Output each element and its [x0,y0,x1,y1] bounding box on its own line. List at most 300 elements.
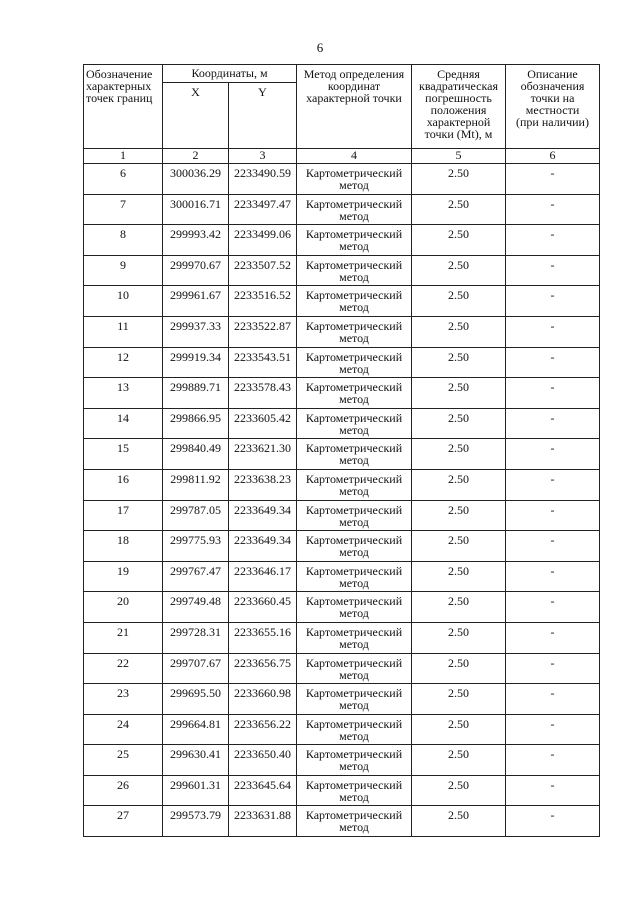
x-coordinate-cell-text: 299970.67 [170,257,221,272]
mean-error-cell-text: 2.50 [448,166,469,180]
description-cell-text: - [550,655,555,670]
table-row [84,684,600,715]
column-number: 4 [297,149,412,164]
x-coordinate-cell [163,194,229,225]
description-cell-text: - [550,624,555,639]
mean-error-cell-text: 2.50 [448,533,469,548]
x-coordinate-cell-text: 299787.05 [170,502,221,517]
table-row [84,378,600,409]
y-coordinate-cell [229,347,297,378]
y-coordinate-cell [229,225,297,256]
point-number-cell-text: 17 [117,502,129,517]
description-cell [506,439,600,470]
method-cell-text: Картометрический метод [305,563,403,590]
point-number-cell [84,592,163,623]
x-coordinate-cell-text: 299707.67 [170,655,221,670]
description-cell-text: - [550,716,555,731]
point-number-cell [84,714,163,745]
table-row [84,439,600,470]
description-cell [506,653,600,684]
mean-error-cell [412,378,506,409]
method-cell-text: Картометрический метод [305,747,403,774]
method-cell-text: Картометрический метод [305,808,403,835]
point-number-cell [84,194,163,225]
method-cell-text: Картометрический метод [305,471,403,498]
description-cell-text: - [550,502,555,517]
column-number: 2 [163,149,229,164]
method-cell-text: Картометрический метод [305,257,403,284]
mean-error-cell-text: 2.50 [448,471,469,486]
x-coordinate-cell-text: 299889.71 [170,380,221,395]
description-cell-text: - [550,747,555,762]
point-number-cell-text: 20 [117,594,129,609]
mean-error-cell [412,561,506,592]
method-cell [297,194,412,225]
x-coordinate-cell [163,561,229,592]
mean-error-cell [412,347,506,378]
y-coordinate-cell [229,500,297,531]
method-cell-text: Картометрический метод [305,380,403,407]
table-row [84,714,600,745]
mean-error-cell-text: 2.50 [448,196,469,211]
x-coordinate-cell [163,714,229,745]
x-coordinate-cell [163,745,229,776]
method-cell [297,653,412,684]
point-number-cell [84,500,163,531]
header-method: Метод определения координат характерной точки [297,65,412,149]
y-coordinate-cell-text: 2233645.64 [234,777,291,792]
method-cell [297,806,412,837]
y-coordinate-cell-text: 2233650.40 [234,747,291,762]
point-number-cell [84,164,163,195]
method-cell [297,378,412,409]
method-cell-text: Картометрический метод [305,655,403,682]
point-number-cell-text: 13 [117,380,129,395]
x-coordinate-cell [163,806,229,837]
mean-error-cell [412,500,506,531]
point-number-cell-text: 18 [117,533,129,548]
x-coordinate-cell [163,439,229,470]
point-number-cell [84,469,163,500]
description-cell [506,775,600,806]
y-coordinate-cell [229,439,297,470]
y-coordinate-cell-text: 2233621.30 [234,441,291,456]
y-coordinate-cell-text: 2233522.87 [234,318,291,333]
point-number-cell-text: 7 [120,196,126,211]
point-number-cell [84,531,163,562]
table-row [84,745,600,776]
y-coordinate-cell [229,806,297,837]
point-number-cell-text: 27 [117,808,129,823]
description-cell [506,592,600,623]
y-coordinate-cell [229,684,297,715]
column-number: 5 [412,149,506,164]
description-cell-text: - [550,196,555,211]
x-coordinate-cell [163,592,229,623]
description-cell-text: - [550,166,555,180]
point-number-cell-text: 24 [117,716,129,731]
description-cell-text: - [550,410,555,425]
description-cell [506,164,600,195]
y-coordinate-cell-text: 2233649.34 [234,502,291,517]
x-coordinate-cell-text: 299937.33 [170,318,221,333]
x-coordinate-cell [163,347,229,378]
y-coordinate-cell [229,561,297,592]
y-coordinate-cell-text: 2233656.75 [234,655,291,670]
y-coordinate-cell [229,194,297,225]
point-number-cell-text: 25 [117,747,129,762]
description-cell-text: - [550,533,555,548]
x-coordinate-cell [163,500,229,531]
header-y: Y [229,83,297,149]
table-row [84,561,600,592]
method-cell [297,316,412,347]
mean-error-cell [412,255,506,286]
table-row [84,225,600,256]
point-number-cell-text: 11 [117,318,129,333]
y-coordinate-cell-text: 2233507.52 [234,257,291,272]
y-coordinate-cell [229,653,297,684]
description-cell [506,714,600,745]
description-cell [506,286,600,317]
method-cell-text: Картометрический метод [305,502,403,529]
mean-error-cell-text: 2.50 [448,563,469,578]
point-number-cell [84,378,163,409]
description-cell [506,378,600,409]
point-number-cell-text: 21 [117,624,129,639]
y-coordinate-cell [229,316,297,347]
mean-error-cell-text: 2.50 [448,349,469,364]
description-cell [506,531,600,562]
header-description: Описание обозначения точки на местности (при наличии) [506,65,600,149]
y-coordinate-cell [229,164,297,195]
point-number-cell-text: 10 [117,288,129,303]
method-cell-text: Картометрический метод [305,318,403,345]
method-cell [297,286,412,317]
y-coordinate-cell-text: 2233605.42 [234,410,291,425]
description-cell-text: - [550,288,555,303]
y-coordinate-cell [229,745,297,776]
description-cell [506,255,600,286]
point-number-cell [84,684,163,715]
mean-error-cell [412,775,506,806]
table-row [84,347,600,378]
description-cell [506,500,600,531]
description-cell-text: - [550,318,555,333]
point-number-cell [84,255,163,286]
y-coordinate-cell-text: 2233497.47 [234,196,291,211]
mean-error-cell [412,745,506,776]
point-number-cell-text: 15 [117,441,129,456]
method-cell [297,714,412,745]
point-number-cell-text: 9 [120,257,126,272]
mean-error-cell [412,653,506,684]
y-coordinate-cell-text: 2233631.88 [234,808,291,823]
method-cell-text: Картометрический метод [305,349,403,376]
mean-error-cell-text: 2.50 [448,502,469,517]
mean-error-cell-text: 2.50 [448,716,469,731]
header-coordinates: Координаты, м [163,65,297,83]
mean-error-cell-text: 2.50 [448,257,469,272]
table-row [84,622,600,653]
description-cell-text: - [550,349,555,364]
mean-error-cell [412,469,506,500]
x-coordinate-cell-text: 299840.49 [170,441,221,456]
x-coordinate-cell [163,531,229,562]
point-number-cell [84,622,163,653]
description-cell [506,225,600,256]
mean-error-cell [412,408,506,439]
x-coordinate-cell [163,225,229,256]
table-row [84,286,600,317]
y-coordinate-cell-text: 2233646.17 [234,563,291,578]
point-number-cell [84,286,163,317]
point-number-cell [84,439,163,470]
y-coordinate-cell [229,622,297,653]
point-number-cell [84,745,163,776]
point-number-cell-text: 14 [117,410,129,425]
method-cell-text: Картометрический метод [305,441,403,468]
method-cell [297,408,412,439]
description-cell [506,408,600,439]
mean-error-cell-text: 2.50 [448,624,469,639]
y-coordinate-cell [229,592,297,623]
method-cell-text: Картометрический метод [305,686,403,713]
point-number-cell-text: 23 [117,686,129,701]
mean-error-cell [412,194,506,225]
point-number-cell [84,561,163,592]
description-cell-text: - [550,471,555,486]
x-coordinate-cell [163,775,229,806]
mean-error-cell-text: 2.50 [448,288,469,303]
y-coordinate-cell-text: 2233656.22 [234,716,291,731]
header-point-designation: Обозначение характерных точек границ [84,65,163,149]
table-row [84,500,600,531]
point-number-cell-text: 12 [117,349,129,364]
method-cell-text: Картометрический метод [305,410,403,437]
table-row [84,255,600,286]
point-number-cell [84,347,163,378]
header-x: X [163,83,229,149]
description-cell [506,622,600,653]
description-cell-text: - [550,563,555,578]
x-coordinate-cell-text: 299573.79 [170,808,221,823]
y-coordinate-cell [229,714,297,745]
x-coordinate-cell-text: 300036.29 [170,166,221,180]
x-coordinate-cell [163,622,229,653]
y-coordinate-cell-text: 2233660.45 [234,594,291,609]
description-cell-text: - [550,257,555,272]
mean-error-cell [412,531,506,562]
column-number: 3 [229,149,297,164]
point-number-cell-text: 16 [117,471,129,486]
mean-error-cell-text: 2.50 [448,380,469,395]
y-coordinate-cell [229,775,297,806]
mean-error-cell [412,286,506,317]
mean-error-cell [412,225,506,256]
method-cell-text: Картометрический метод [305,777,403,804]
table-body [84,164,600,837]
point-number-cell [84,653,163,684]
mean-error-cell-text: 2.50 [448,410,469,425]
method-cell [297,255,412,286]
mean-error-cell [412,622,506,653]
point-number-cell-text: 22 [117,655,129,670]
y-coordinate-cell [229,255,297,286]
y-coordinate-cell-text: 2233655.16 [234,624,291,639]
method-cell [297,775,412,806]
table-row [84,194,600,225]
table-row [84,408,600,439]
table-row [84,531,600,562]
y-coordinate-cell [229,469,297,500]
x-coordinate-cell-text: 299961.67 [170,288,221,303]
table-row [84,806,600,837]
method-cell [297,164,412,195]
method-cell [297,592,412,623]
description-cell-text: - [550,686,555,701]
y-coordinate-cell-text: 2233638.23 [234,471,291,486]
y-coordinate-cell-text: 2233543.51 [234,349,291,364]
method-cell [297,531,412,562]
table-header [84,65,600,164]
x-coordinate-cell [163,378,229,409]
method-cell [297,745,412,776]
point-number-cell-text: 19 [117,563,129,578]
description-cell-text: - [550,594,555,609]
method-cell-text: Картометрический метод [305,716,403,743]
description-cell [506,316,600,347]
table-row [84,164,600,195]
x-coordinate-cell [163,255,229,286]
description-cell-text: - [550,808,555,823]
x-coordinate-cell [163,316,229,347]
x-coordinate-cell-text: 300016.71 [170,196,221,211]
x-coordinate-cell-text: 299993.42 [170,227,221,242]
x-coordinate-cell-text: 299866.95 [170,410,221,425]
point-number-cell [84,775,163,806]
x-coordinate-cell [163,684,229,715]
y-coordinate-cell [229,286,297,317]
description-cell [506,806,600,837]
column-number: 1 [84,149,163,164]
method-cell [297,469,412,500]
method-cell [297,561,412,592]
mean-error-cell [412,439,506,470]
point-number-cell-text: 8 [120,227,126,242]
mean-error-cell-text: 2.50 [448,318,469,333]
x-coordinate-cell [163,408,229,439]
method-cell-text: Картометрический метод [305,624,403,651]
y-coordinate-cell [229,378,297,409]
method-cell [297,622,412,653]
description-cell-text: - [550,380,555,395]
point-number-cell [84,408,163,439]
description-cell [506,194,600,225]
method-cell-text: Картометрический метод [305,594,403,621]
table-row [84,316,600,347]
point-number-cell-text: 6 [120,166,126,180]
method-cell-text: Картометрический метод [305,288,403,315]
description-cell [506,469,600,500]
column-number-row [84,149,600,164]
table-row [84,653,600,684]
y-coordinate-cell-text: 2233499.06 [234,227,291,242]
description-cell-text: - [550,227,555,242]
mean-error-cell [412,164,506,195]
x-coordinate-cell-text: 299695.50 [170,686,221,701]
method-cell-text: Картометрический метод [305,196,403,223]
mean-error-cell [412,592,506,623]
x-coordinate-cell-text: 299811.92 [170,471,221,486]
header-mean-error: Средняя квадратическая погрешность положения характерной точки (Mt), м [412,65,506,149]
y-coordinate-cell [229,408,297,439]
method-cell-text: Картометрический метод [305,227,403,254]
table-row [84,469,600,500]
x-coordinate-cell [163,164,229,195]
y-coordinate-cell-text: 2233649.34 [234,533,291,548]
description-cell [506,561,600,592]
x-coordinate-cell [163,653,229,684]
x-coordinate-cell-text: 299728.31 [170,624,221,639]
method-cell [297,225,412,256]
x-coordinate-cell-text: 299749.48 [170,594,221,609]
mean-error-cell-text: 2.50 [448,747,469,762]
x-coordinate-cell-text: 299767.47 [170,563,221,578]
x-coordinate-cell-text: 299664.81 [170,716,221,731]
mean-error-cell-text: 2.50 [448,227,469,242]
x-coordinate-cell-text: 299601.31 [170,777,221,792]
mean-error-cell-text: 2.50 [448,808,469,823]
mean-error-cell [412,806,506,837]
x-coordinate-cell [163,469,229,500]
x-coordinate-cell-text: 299775.93 [170,533,221,548]
description-cell [506,745,600,776]
y-coordinate-cell-text: 2233660.98 [234,686,291,701]
method-cell [297,439,412,470]
method-cell [297,347,412,378]
point-number-cell [84,225,163,256]
point-number-cell [84,316,163,347]
description-cell-text: - [550,441,555,456]
column-number: 6 [506,149,600,164]
mean-error-cell [412,316,506,347]
point-number-cell [84,806,163,837]
page-number: 6 [316,40,324,55]
method-cell-text: Картометрический метод [305,166,403,192]
mean-error-cell [412,714,506,745]
method-cell [297,500,412,531]
description-cell [506,347,600,378]
y-coordinate-cell-text: 2233490.59 [234,166,291,180]
x-coordinate-cell-text: 299919.34 [170,349,221,364]
boundary-points-table [83,64,600,837]
mean-error-cell-text: 2.50 [448,594,469,609]
table-row [84,775,600,806]
method-cell [297,684,412,715]
y-coordinate-cell-text: 2233578.43 [234,380,291,395]
description-cell-text: - [550,777,555,792]
mean-error-cell-text: 2.50 [448,686,469,701]
table-row [84,592,600,623]
y-coordinate-cell-text: 2233516.52 [234,288,291,303]
y-coordinate-cell [229,531,297,562]
mean-error-cell-text: 2.50 [448,441,469,456]
x-coordinate-cell-text: 299630.41 [170,747,221,762]
x-coordinate-cell [163,286,229,317]
point-number-cell-text: 26 [117,777,129,792]
mean-error-cell-text: 2.50 [448,777,469,792]
